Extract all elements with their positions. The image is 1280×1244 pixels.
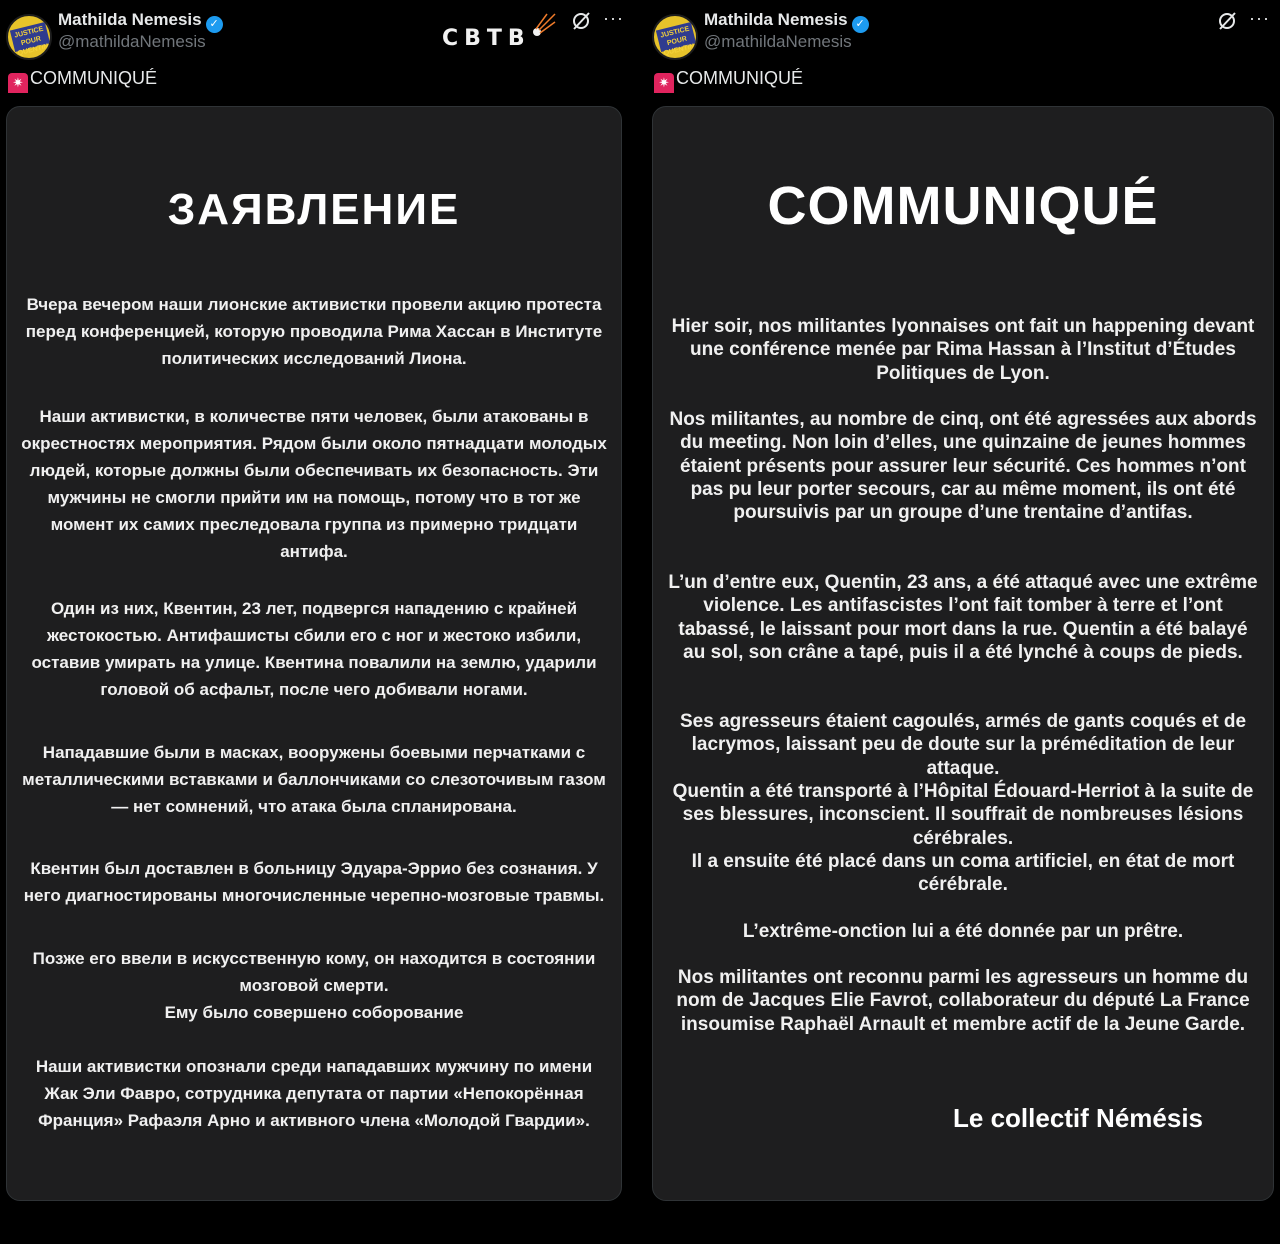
author-handle[interactable]: @mathildaNemesis: [704, 32, 852, 51]
post-text-label: COMMUNIQUÉ: [30, 68, 157, 88]
avatar[interactable]: [652, 14, 698, 60]
card-paragraph: Nos militantes ont reconnu parmi les agresseurs un homme du nom de Jacques Elie Favrot, collaborateur du député La France insoumise Raphaël Arnault et membre actif de la Jeune Garde.: [676, 967, 1250, 1035]
author-name[interactable]: [704, 10, 869, 33]
signature: Le collectif Némésis: [953, 1103, 1203, 1133]
watermark-text: CBTB: [442, 26, 531, 51]
verified-badge-icon: ✓: [206, 16, 223, 33]
avatar[interactable]: [6, 14, 52, 60]
author-name-text[interactable]: Mathilda Nemesis: [58, 10, 202, 29]
sputnik-icon: [527, 12, 557, 42]
post-image-card[interactable]: [6, 106, 622, 1201]
card-paragraph: Позже его ввели в искусственную кому, он находится в состоянии мозговой смерти.: [32, 949, 596, 995]
siren-icon: ✷: [654, 73, 674, 93]
avatar-badge-text: JUSTICE POUR QUENTIN: [10, 22, 50, 52]
post-text: [654, 68, 803, 93]
card-paragraph: Ему было совершено соборование: [164, 1003, 464, 1022]
card-paragraph: Один из них, Квентин, 23 лет, подвергся нападению с крайней жестокостью. Антифашисты сбили его с ног и жестоко избили, оставив умирать на улице. Квентина повалили на землю, ударили головой об асфальт, после чего добивали ногами.: [31, 599, 597, 699]
author-handle[interactable]: @mathildaNemesis: [58, 32, 206, 51]
grok-icon[interactable]: [570, 10, 592, 32]
avatar-badge-text: JUSTICE POUR QUENTIN: [656, 22, 696, 52]
author-name-text[interactable]: Mathilda Nemesis: [704, 10, 848, 29]
siren-icon: ✷: [8, 73, 28, 93]
card-paragraph: Nos militantes, au nombre de cinq, ont été agressées aux abords du meeting. Non loin d’elles, une quinzaine de jeunes hommes étaient présents pour assurer leur sécurité. Ces hommes n’ont pas pu leur porter secours, car au même moment, ils ont été poursuivis par un groupe d’une trentaine d’antifas.: [669, 409, 1257, 524]
card-title: ЗАЯВЛЕНИЕ: [167, 185, 461, 234]
post-left[interactable]: [0, 0, 634, 1244]
card-paragraph: Квентин был доставлен в больницу Эдуара-Эррио без сознания. У него диагностированы многочисленные черепно-мозговые травмы.: [23, 859, 605, 905]
grok-icon[interactable]: [1216, 10, 1238, 32]
card-paragraph: Hier soir, nos militantes lyonnaises ont fait un happening devant une conférence menée par Rima Hassan à l’Institut d’Études Politiques de Lyon.: [671, 316, 1255, 384]
card-paragraph: Il a ensuite été placé dans un coma artificiel, en état de mort cérébrale.: [691, 851, 1235, 896]
card-paragraph: Ses agresseurs étaient cagoulés, armés de gants coqués et de lacrymos, laissant peu de doute sur la préméditation de leur attaque.: [679, 711, 1247, 779]
card-paragraph: L’extrême-onction lui a été donnée par un prêtre.: [742, 921, 1184, 942]
author-name[interactable]: [58, 10, 223, 33]
post-right[interactable]: [646, 0, 1280, 1244]
card-paragraph: Наши активистки опознали среди нападавших мужчину по имени Жак Эли Фавро, сотрудника депутата от партии «Непокорённая Франция» Рафаэля Арно и активного члена «Молодой Гвардии».: [35, 1057, 593, 1130]
card-title: COMMUNIQUÉ: [767, 176, 1159, 236]
more-options-icon[interactable]: ···: [603, 8, 624, 28]
card-paragraph: Вчера вечером наши лионские активистки провели акцию протеста перед конференцией, которую проводила Рима Хассан в Институте политических исследований Лиона.: [25, 295, 603, 368]
watermark: [442, 26, 531, 51]
card-paragraph: Наши активистки, в количестве пяти человек, были атакованы в окрестностях мероприятия. Рядом были около пятнадцати молодых людей, которые должны были обеспечивать их безопасность. Эти мужчины не смогли прийти им на помощь, потому что в тот же момент их самих преследовала группа из примерно тридцати антифа.: [21, 407, 607, 561]
post-text: [8, 68, 157, 93]
post-image-card[interactable]: [652, 106, 1274, 1201]
post-text-label: COMMUNIQUÉ: [676, 68, 803, 88]
more-options-icon[interactable]: ···: [1249, 8, 1270, 28]
card-paragraph: Quentin a été transporté à l’Hôpital Édouard-Herriot à la suite de ses blessures, inconscient. Il souffrait de nombreuses lésions cérébrales.: [672, 781, 1254, 849]
post-header: [652, 6, 1270, 56]
card-paragraph: L’un d’entre eux, Quentin, 23 ans, a été attaqué avec une extrême violence. Les antifascistes l’ont fait tomber à terre et l’ont tabassé, le laissant pour mort dans la rue. Quentin a été balayé au sol, son crâne a tapé, puis il a été lynché à coups de pieds.: [668, 572, 1258, 663]
card-paragraph: Нападавшие были в масках, вооружены боевыми перчатками с металлическими вставками и баллончиками со слезоточивым газом — нет сомнений, что атака была спланирована.: [22, 743, 606, 816]
verified-badge-icon: ✓: [852, 16, 869, 33]
